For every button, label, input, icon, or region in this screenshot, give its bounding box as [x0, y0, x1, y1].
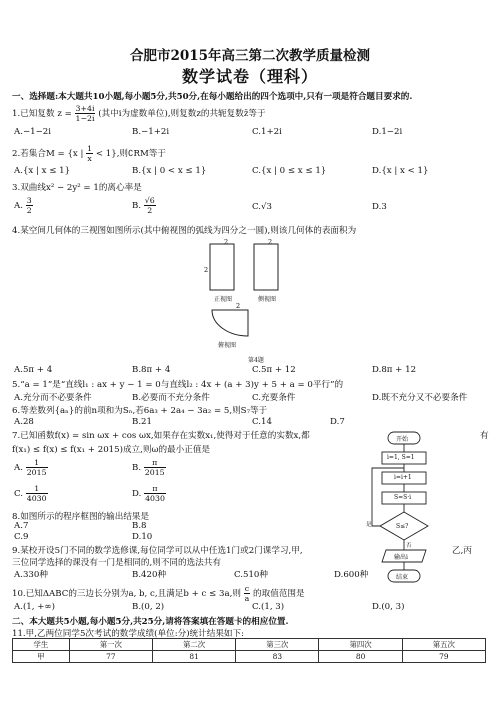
q6-option-c: C.14 [252, 417, 272, 427]
q7-option-b [132, 458, 166, 477]
front-view-label: 正视图 [214, 296, 233, 303]
q7-c-den: 4030 [26, 494, 47, 503]
table-header-cell: 第一次 [69, 639, 152, 651]
q7-b-label: B. [132, 463, 142, 473]
question-9-line2: 三位同学选择的课没有一门是相同的,则不同的选法共有 [12, 558, 221, 568]
q5-option-d: D.既不充分又不必要条件 [372, 393, 468, 403]
q2-post: < 1},则∁RM等于 [95, 149, 166, 159]
q7-option-c [14, 484, 48, 503]
top-view-label: 俯视图 [218, 342, 237, 349]
flow-output: 输出i [394, 554, 408, 561]
question-7-cont: 有 [480, 431, 489, 441]
q10-option-d: D.(0, 3) [372, 602, 405, 612]
q10-fraction [244, 584, 251, 603]
q7-a-label: A. [14, 463, 23, 473]
q7-d-den: 4030 [145, 494, 165, 503]
q3-b-den: 2 [147, 206, 153, 215]
q2-option-d: D.{x | x < 1} [372, 166, 429, 176]
table-header-cell: 第二次 [152, 639, 235, 651]
q10-den: a [244, 594, 250, 603]
q7-b-num: π [144, 458, 166, 468]
table-cell: 83 [236, 651, 319, 663]
dim-label-front-top: 2 [224, 238, 229, 246]
q1-option-a: A.−1−2i [14, 127, 52, 137]
table-cell: 甲 [13, 651, 70, 663]
q7-c-num: 1 [26, 484, 48, 494]
dim-label-side-top: 2 [268, 238, 273, 246]
q3-option-a [14, 196, 33, 215]
q4-option-b: B.8π + 4 [132, 365, 171, 375]
q10-pre: 10.已知ΔABC的三边长分别为a, b, c,且满足b + c ≤ 3a,则 [12, 589, 241, 599]
q3-a-den: 2 [26, 206, 32, 215]
flow-start: 开始 [396, 436, 409, 443]
q5-option-c: C.充要条件 [252, 393, 296, 403]
q6-option-b: B.21 [132, 417, 152, 427]
q10-post: 的取值范围是 [253, 589, 305, 599]
q7-c-label: C. [14, 489, 24, 499]
question-7: 7.已知函数f(x) = sin ωx + cos ωx,如果存在实数x₁,使得对于任意的实数x,都 [12, 431, 310, 441]
flow-step2: S=S·i [394, 494, 412, 501]
q3-a-label: A. [14, 201, 23, 211]
flow-no: 否 [406, 543, 412, 549]
table-header-cell: 第四次 [319, 639, 402, 651]
q10-option-b: B.(0, 2) [132, 602, 165, 612]
q7-b-fraction [144, 458, 166, 477]
q2-option-a: A.{x | x ≤ 1} [14, 166, 71, 176]
question-9-cont: 乙,丙 [452, 546, 472, 556]
q8-option-a: A.7 [14, 521, 29, 531]
q1-option-c: C.1+2i [252, 127, 282, 137]
q3-b-fraction [144, 196, 156, 215]
flow-init: i=1, S=1 [387, 454, 415, 461]
dim-label-front-side: 2 [204, 266, 209, 274]
question-4: 4.某空间几何体的三视图如图所示(其中俯视图的弧线为四分之一圆),则该几何体的表面积为 [12, 226, 357, 236]
flow-condition: S≤? [396, 523, 409, 530]
question-8: 8.如图所示的程序框图的输出结果是 [12, 512, 150, 522]
q2-fraction [86, 144, 93, 163]
q7-d-label: D. [132, 489, 142, 499]
q1-num: 3+4i [75, 104, 95, 113]
q2-num: 1 [87, 144, 93, 153]
flow-step1: i=i+1 [394, 474, 412, 481]
side-view-label: 侧视图 [258, 296, 277, 303]
question-3: 3.双曲线x² − 2y² = 1的离心率是 [12, 183, 142, 193]
q8-option-c: C.9 [14, 532, 29, 542]
q2-den: x [87, 154, 92, 163]
q4-option-d: D.8π + 12 [372, 365, 417, 375]
figure-4-label: 第4题 [248, 357, 264, 364]
q10-option-c: C.(1, 3) [252, 602, 285, 612]
q7-a-den: 2015 [26, 468, 47, 477]
table-header-cell: 学生 [13, 639, 70, 651]
page-title: 合肥市2015年高三第二次教学质量检测 [129, 48, 371, 64]
table-cell: 81 [152, 651, 235, 663]
question-2 [12, 144, 166, 163]
q2-option-b: B.{x | 0 < x ≤ 1} [132, 166, 207, 176]
q6-option-a: A.28 [14, 417, 34, 427]
q1-var: z = [57, 109, 72, 119]
q7-option-a [14, 458, 48, 477]
q8-option-b: B.8 [132, 521, 147, 531]
q3-b-num: √6 [144, 196, 155, 205]
q9-option-c: C.510种 [234, 570, 268, 580]
q1-post: (其中i为虚数单位),则复数z的共轭复数z̄等于 [98, 109, 266, 119]
question-11: 11.甲,乙两位同学5次考试的数学成绩(单位:分)统计结果如下: [12, 629, 245, 639]
table-row [13, 651, 486, 663]
q1-fraction [75, 104, 96, 123]
q1-pre: 1.已知复数 [12, 109, 55, 119]
q4-option-a: A.5π + 4 [14, 365, 53, 375]
table-cell: 80 [319, 651, 402, 663]
table-cell: 79 [402, 651, 485, 663]
q7-a-num: 1 [26, 458, 48, 468]
q7-d-num: π [144, 484, 166, 494]
score-table [12, 638, 486, 663]
three-view-figure [192, 236, 302, 366]
q4-option-c: C.5π + 12 [252, 365, 296, 375]
question-7-line2: f(x₁) ≤ f(x) ≤ f(x₁ + 2015)成立,则ω的最小正值是 [12, 445, 211, 455]
table-header-cell: 第五次 [402, 639, 485, 651]
flow-end: 结束 [396, 574, 409, 581]
table-header-row [13, 639, 486, 651]
flow-yes: 是 [366, 522, 372, 528]
q7-a-fraction [26, 458, 48, 477]
table-header-cell: 第三次 [236, 639, 319, 651]
section-2-heading: 二、本大题共5小题,每小题5分,共25分,请将答案填在答题卡的相应位置. [12, 617, 289, 627]
q7-c-fraction [26, 484, 48, 503]
q1-option-d: D.1−2i [372, 127, 403, 137]
question-10 [12, 584, 305, 603]
q6-option-d: D.7 [330, 417, 345, 427]
q8-option-d: D.10 [132, 532, 153, 542]
q2-pre: 2.若集合M = {x | [12, 149, 84, 159]
q1-den: 1−2i [75, 114, 95, 123]
q3-option-c: C.√3 [252, 202, 272, 212]
q9-option-d: D.600种 [334, 570, 369, 580]
q1-option-b: B.−1+2i [132, 127, 170, 137]
q3-a-fraction [26, 196, 33, 215]
q9-option-b: B.420种 [132, 570, 167, 580]
question-6: 6.等差数列{aₙ}的前n项和为Sₙ,若6a₃ + 2a₄ − 3a₂ = 5,则S₇等于 [12, 406, 268, 416]
table-cell: 77 [69, 651, 152, 663]
page-subtitle: 数学试卷（理科） [181, 67, 318, 86]
q2-option-c: C.{x | 0 ≤ x ≤ 1} [252, 166, 327, 176]
q7-b-den: 2015 [144, 468, 165, 477]
q10-num: c [244, 584, 250, 593]
q3-option-b [132, 196, 156, 215]
q10-option-a: A.(1, +∞) [14, 602, 55, 612]
question-5: 5.“a = 1”是“直线l₁ : ax + y − 1 = 0与直线l₂ : 4x + (a + 3)y + 5 + a = 0平行”的 [12, 380, 344, 390]
question-9: 9.某校开设5门不同的数学选修课,每位同学可以从中任选1门或2门课学习,甲, [12, 546, 303, 556]
q3-option-d: D.3 [372, 202, 387, 212]
dim-label-top: 2 [236, 302, 241, 310]
q3-b-label: B. [132, 201, 142, 211]
q7-option-d [132, 484, 166, 503]
q5-option-a: A.充分而不必要条件 [14, 393, 92, 403]
q9-option-a: A.330种 [14, 570, 48, 580]
q3-a-num: 3 [26, 196, 32, 205]
q7-d-fraction [144, 484, 166, 503]
q5-option-b: B.必要而不充分条件 [132, 393, 210, 403]
question-1 [12, 104, 266, 123]
section-heading: 一、选择题:本大题共10小题,每小题5分,共50分,在每小题给出的四个选项中,只有一项是符合题目要求的. [12, 92, 413, 102]
